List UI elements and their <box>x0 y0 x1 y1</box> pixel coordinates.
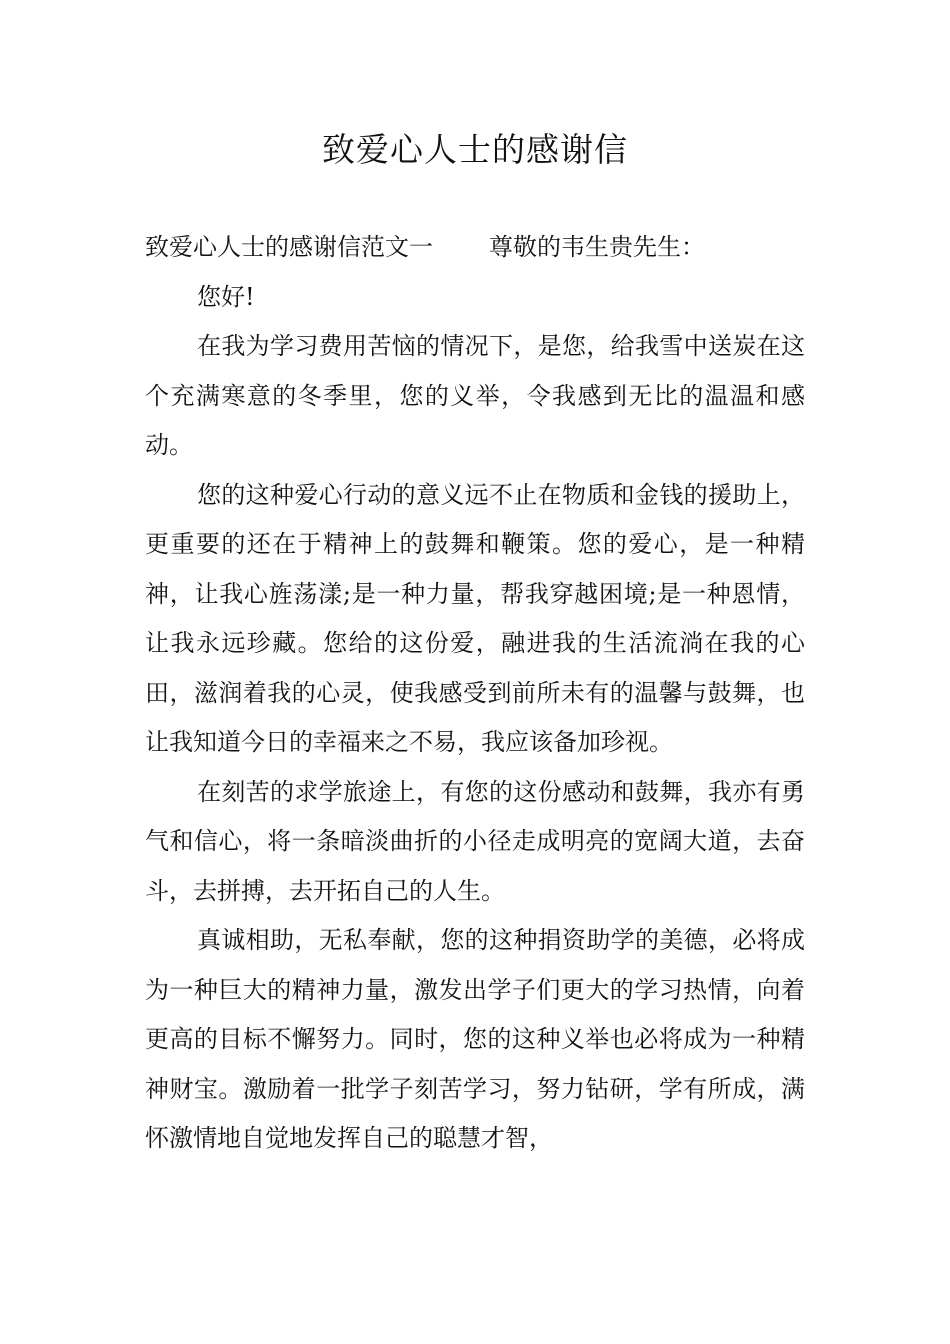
heading-line <box>145 223 805 273</box>
document-body <box>145 223 805 1164</box>
paragraph-2: 您的这种爱心行动的意义远不止在物质和金钱的援助上，更重要的还在于精神上的鼓舞和鞭策。您的爱心，是一种精神，让我心旌荡漾;是一种力量，帮我穿越困境;是一种恩情，让我永远珍藏。您给的这份爱，融进我的生活流淌在我的心田，滋润着我的心灵，使我感受到前所未有的温馨与鼓舞，也让我知道今日的幸福来之不易，我应该备加珍视。 <box>145 480 805 756</box>
paragraph-3: 在刻苦的求学旅途上，有您的这份感动和鼓舞，我亦有勇气和信心，将一条暗淡曲折的小径走成明亮的宽阔大道，去奋斗，去拼搏，去开拓自己的人生。 <box>145 777 805 905</box>
paragraph-1: 在我为学习费用苦恼的情况下，是您，给我雪中送炭在这个充满寒意的冬季里，您的义举，令我感到无比的温温和感动。 <box>145 332 805 459</box>
document-title: 致爱心人士的感谢信 <box>322 130 628 169</box>
paragraph-4: 真诚相助，无私奉献，您的这种捐资助学的美德，必将成为一种巨大的精神力量，激发出学子们更大的学习热情，向着更高的目标不懈努力。同时，您的这种义举也必将成为一种精神财宝。激励着一批学子刻苦学习，努力钻研，学有所成，满怀激情地自觉地发挥自己的聪慧才智， <box>145 926 805 1152</box>
sample-label: 致爱心人士的感谢信范文一 <box>145 233 433 261</box>
paragraph-greeting: 您好! <box>197 282 255 311</box>
recipient-salutation: 尊敬的韦生贵先生： <box>489 233 705 261</box>
